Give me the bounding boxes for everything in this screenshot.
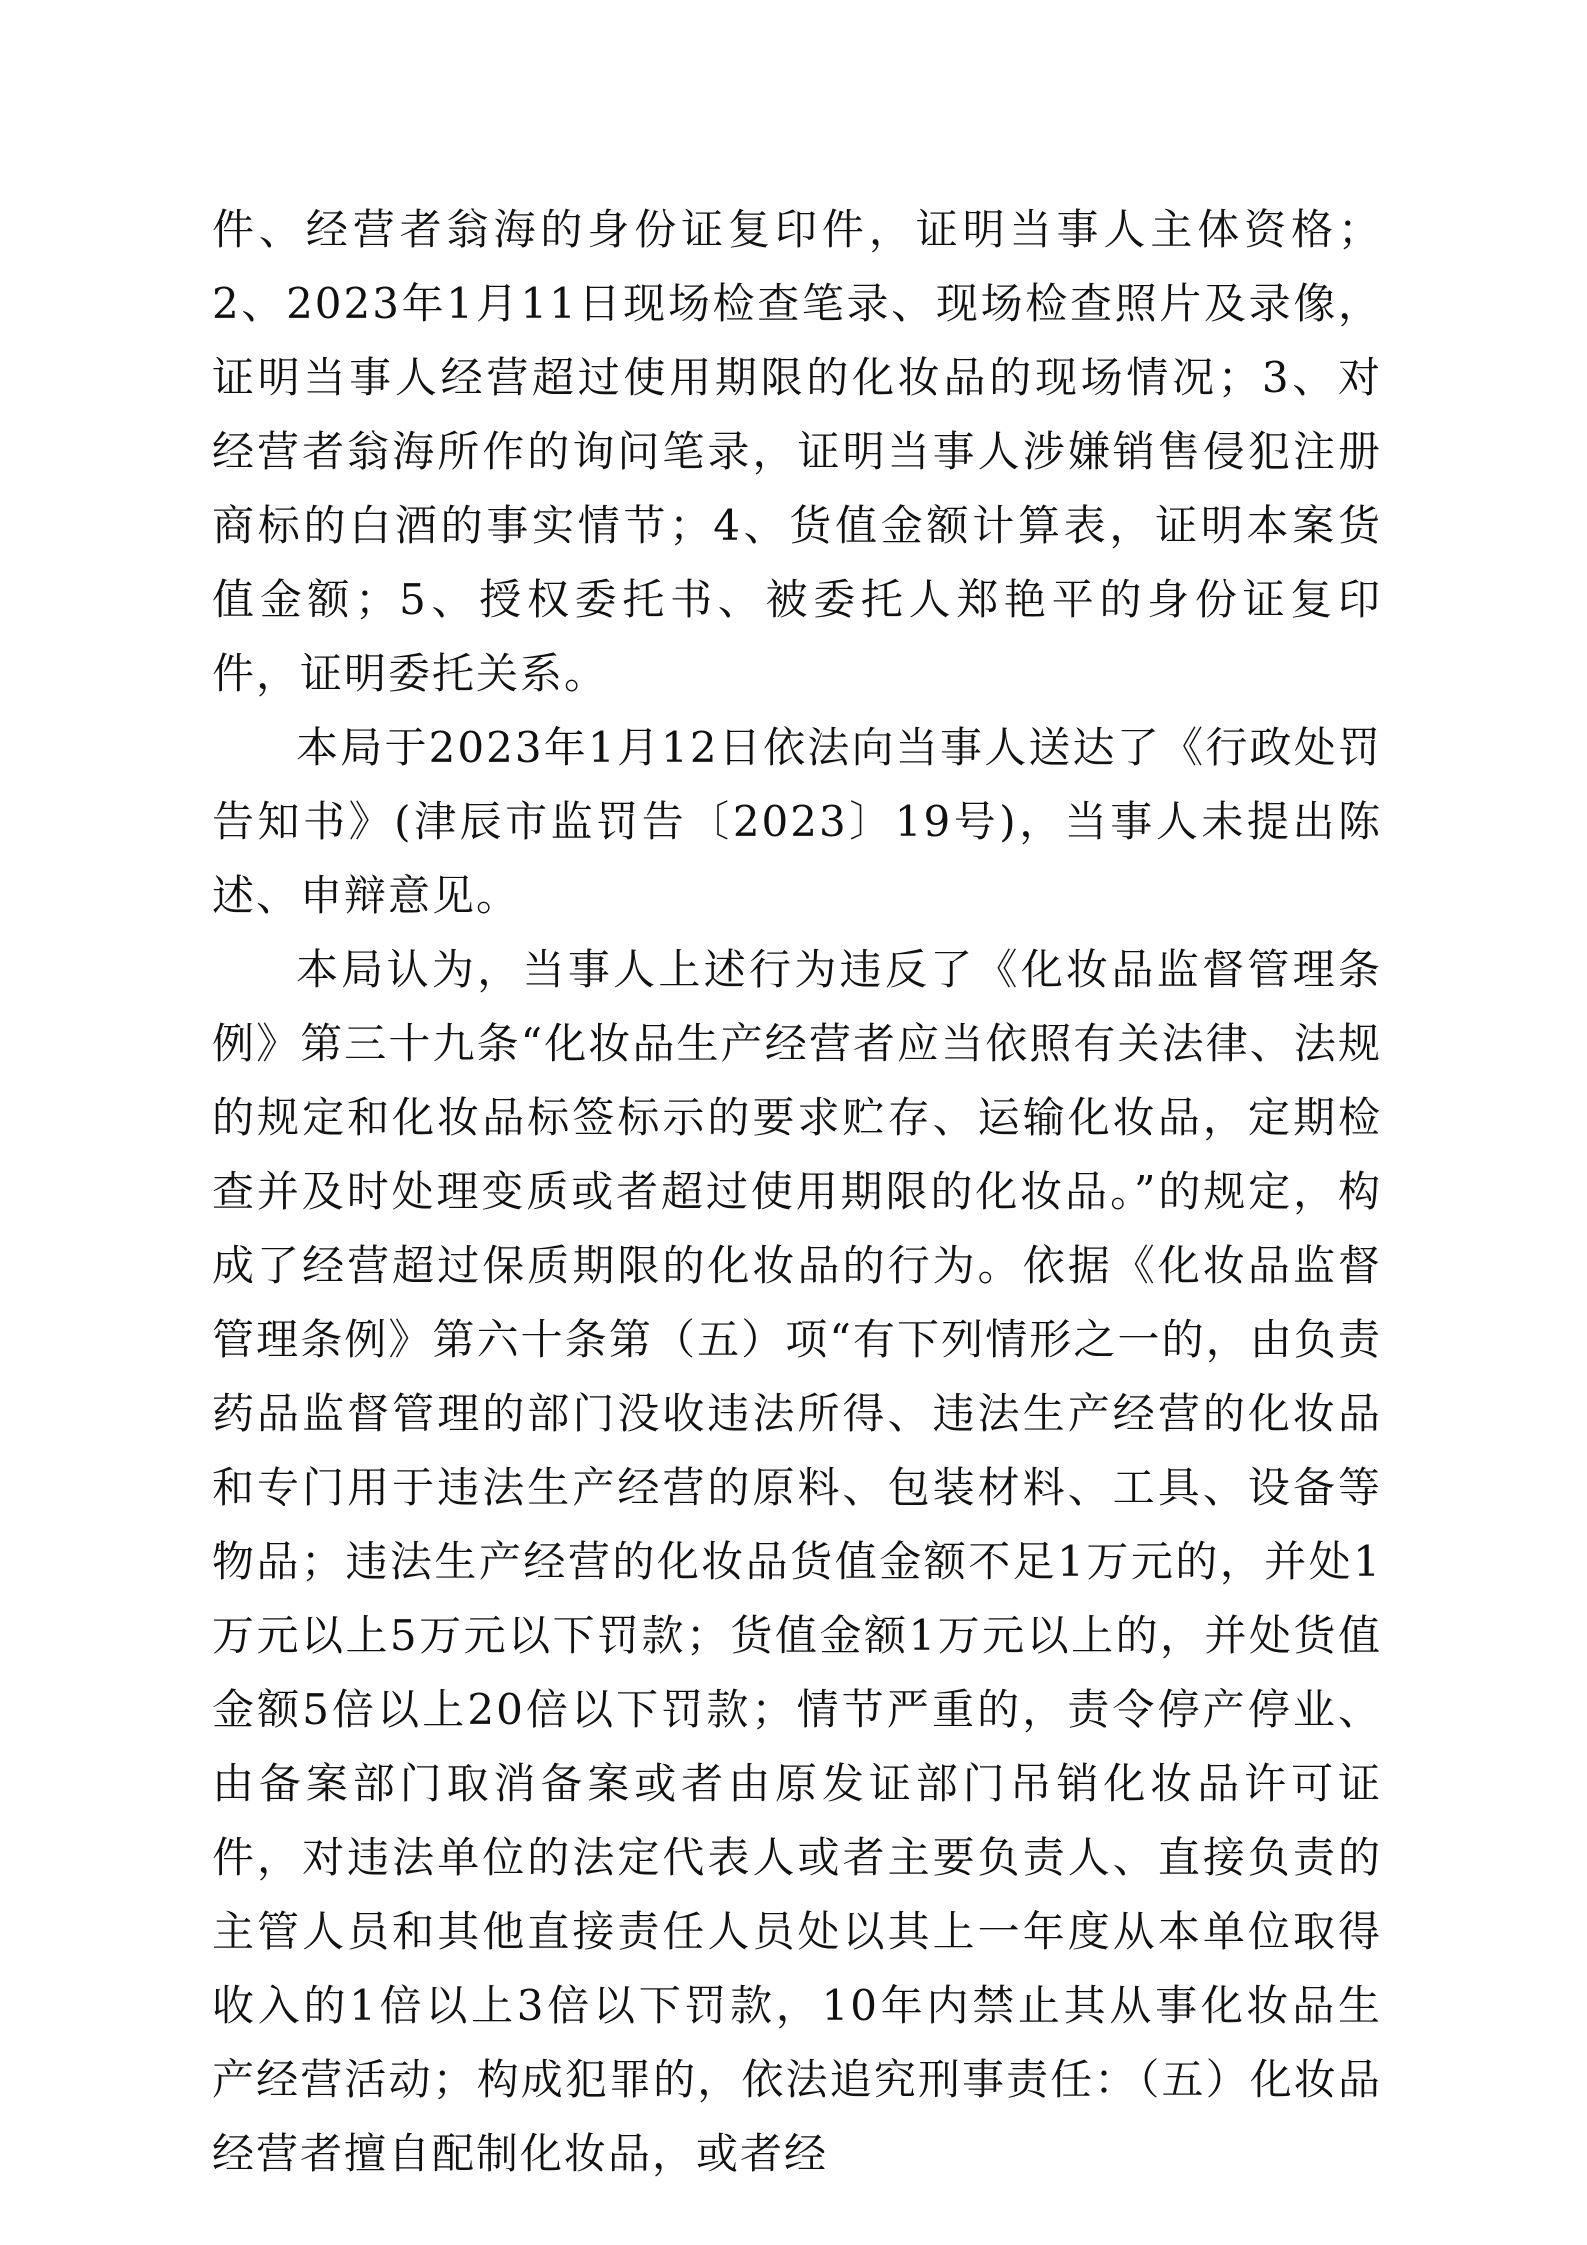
paragraph-legal-finding: 本局认为，当事人上述行为违反了《化妆品监督管理条例》第三十九条“化妆品生产经营者应当依照有关法律、法规的规定和化妆品标签标示的要求贮存、运输化妆品，定期检查并及时处理变质或者超过使用期限的化妆品。”的规定，构成了经营超过保质期限的化妆品的行为。依据《化妆品监督管理条例》第六十条第（五）项“有下列情形之一的，由负责药品监督管理的部门没收违法所得、违法生产经营的化妆品和专门用于违法生产经营的原料、包装材料、工具、设备等物品；违法生产经营的化妆品货值金额不足1万元的，并处1万元以上5万元以下罚款；货值金额1万元以上的，并处货值金额5倍以上20倍以下罚款；情节严重的，责令停产停业、由备案部门取消备案或者由原发证部门吊销化妆品许可证件，对违法单位的法定代表人或者主要负责人、直接负责的主管人员和其他直接责任人员处以其上一年度从本单位取得收入的1倍以上3倍以下罚款，10年内禁止其从事化妆品生产经营活动；构成犯罪的，依法追究刑事责任：（五）化妆品经营者擅自配制化妆品，或者经 [212,945,1382,2178]
paragraph-notice-served: 本局于2023年1月12日依法向当事人送达了《行政处罚告知书》(津辰市监罚告〔2023〕19号)，当事人未提出陈述、申辩意见。 [212,723,1382,920]
document-body [212,193,1382,2191]
paragraph-evidence-list: 件、经营者翁海的身份证复印件，证明当事人主体资格；2、2023年1月11日现场检查笔录、现场检查照片及录像，证明当事人经营超过使用期限的化妆品的现场情况；3、对经营者翁海所作的询问笔录，证明当事人涉嫌销售侵犯注册商标的白酒的事实情节；4、货值金额计算表，证明本案货值金额；5、授权委托书、被委托人郑艳平的身份证复印件，证明委托关系。 [212,205,1382,698]
